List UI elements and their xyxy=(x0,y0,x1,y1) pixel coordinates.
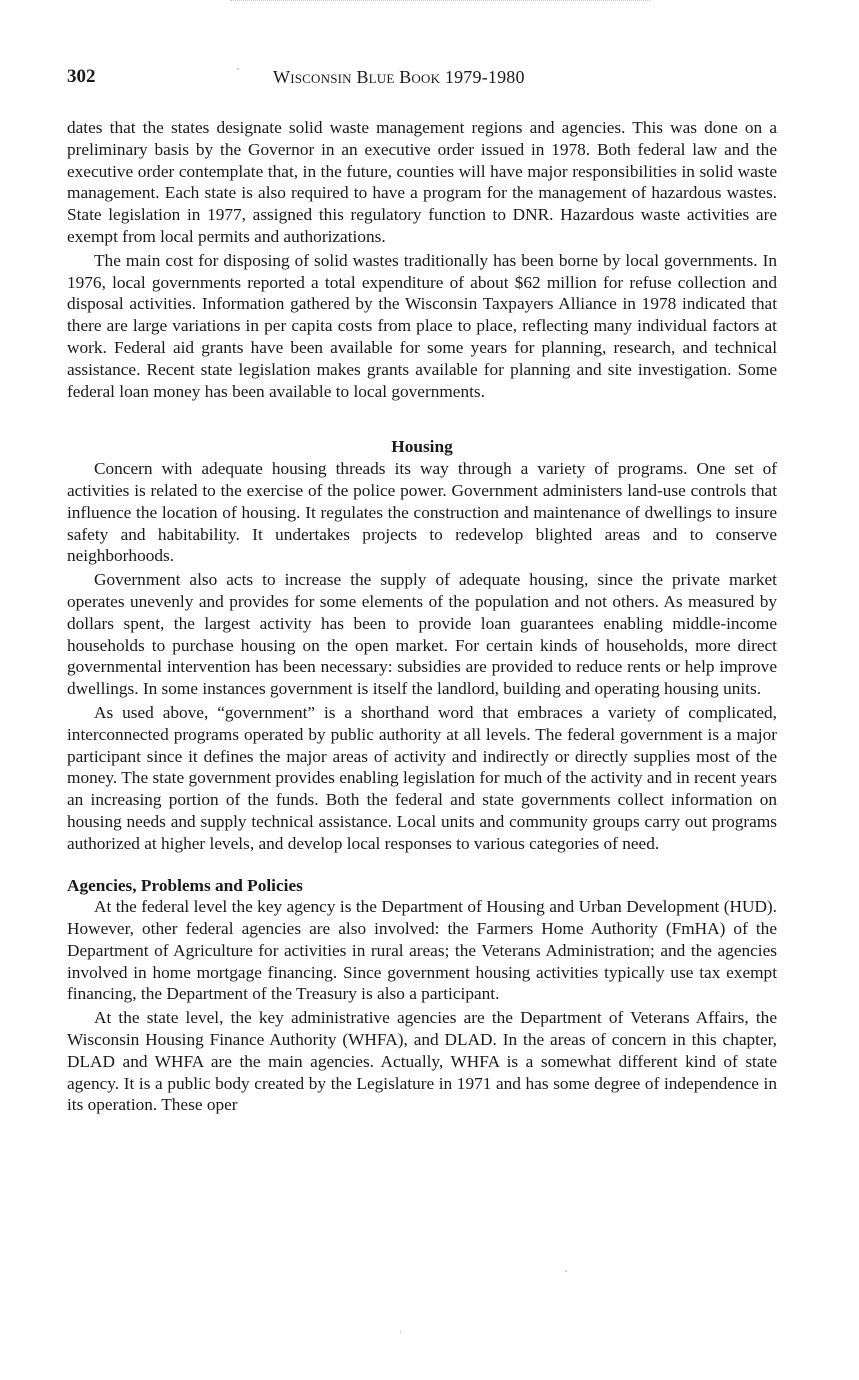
page-body xyxy=(67,117,777,1116)
page-number: 302 xyxy=(67,66,96,87)
paragraph-housing-2: Government also acts to increase the supply of adequate housing, since the private market operates unevenly and provides for some elements of the population and not others. As measured by dollars spent, the largest activity has been to provide loan guarantees enabling middle-income households to purchase housing on the open market. For certain kinds of households, more direct governmental intervention has been necessary: subsidies are provided to reduce rents or help improve dwellings. In some instances government is itself the landlord, building and operating housing units. xyxy=(67,570,777,699)
paragraph-housing-3: As used above, “government” is a shorthand word that embraces a variety of complicated, interconnected programs operated by public authority at all levels. The federal government is a major participant since it defines the major areas of activity and indirectly or directly supplies most of the money. The state government provides enabling legislation for much of the activity and in recent years an increasing portion of the funds. Both the federal and state governments collect information on housing needs and supply technical assistance. Local units and community groups carry out programs authorized at higher levels, and develop local responses to various categories of need. xyxy=(67,702,777,853)
scan-trace-top xyxy=(230,0,650,4)
scan-speck xyxy=(565,1270,567,1272)
paragraph-housing-1: Concern with adequate housing threads its way through a variety of programs. One set of activities is related to the exercise of the police power. Government administers land-use controls that influence the location of housing. It regulates the construction and maintenance of dwellings to insure safety and habitability. It undertakes projects to redevelop blighted areas and to conserve neighborhoods. xyxy=(67,459,777,566)
paragraph-solid-waste-costs: The main cost for disposing of solid wastes traditionally has been borne by local governments. In 1976, local governments reported a total expenditure of about $62 million for refuse collection and disposal activities. Information gathered by the Wisconsin Taxpayers Alliance in 1978 indicated that there are large variations in per capita costs from place to place, reflecting many individual factors at work. Federal aid grants have been available for some years for planning, research, and technical assistance. Recent state legislation makes grants available for planning and site investigation. Some federal loan money has been available to local governments. xyxy=(67,250,777,401)
section-title-housing: Housing xyxy=(391,437,453,457)
subsection-title-agencies: Agencies, Problems and Policies xyxy=(67,875,303,895)
running-head: Wisconsin Blue Book 1979-1980 xyxy=(273,67,525,87)
scan-speck xyxy=(400,1330,401,1333)
paragraph-solid-waste-continued: dates that the states designate solid waste management regions and agencies. This was done on a preliminary basis by the Governor in an executive order issued in 1978. Both federal law and the executive order contemplate that, in the future, counties will have major responsibilities in solid waste management. Each state is also required to have a program for the management of hazardous wastes. State legislation in 1977, assigned this regulatory function to DNR. Hazardous waste activities are exempt from local permits and authorizations. xyxy=(67,118,777,246)
scan-speck xyxy=(237,68,239,70)
paragraph-agencies-1: At the federal level the key agency is the Department of Housing and Urban Development (HUD). However, other federal agencies are also involved: the Farmers Home Authority (FmHA) of the Department of Agriculture for activities in rural areas; the Veterans Administration; and the agencies involved in home mortgage financing. Since government housing activities typically use tax exempt financing, the Department of the Treasury is also a participant. xyxy=(67,897,777,1004)
page-header xyxy=(67,66,777,92)
paragraph-agencies-2: At the state level, the key administrative agencies are the Department of Veterans Affairs, the Wisconsin Housing Finance Authority (WHFA), and DLAD. In the areas of concern in this chapter, DLAD and WHFA are the main agencies. Actually, WHFA is a somewhat different kind of state agency. It is a public body created by the Legislature in 1971 and has some degree of independence in its operation. These oper xyxy=(67,1008,777,1115)
